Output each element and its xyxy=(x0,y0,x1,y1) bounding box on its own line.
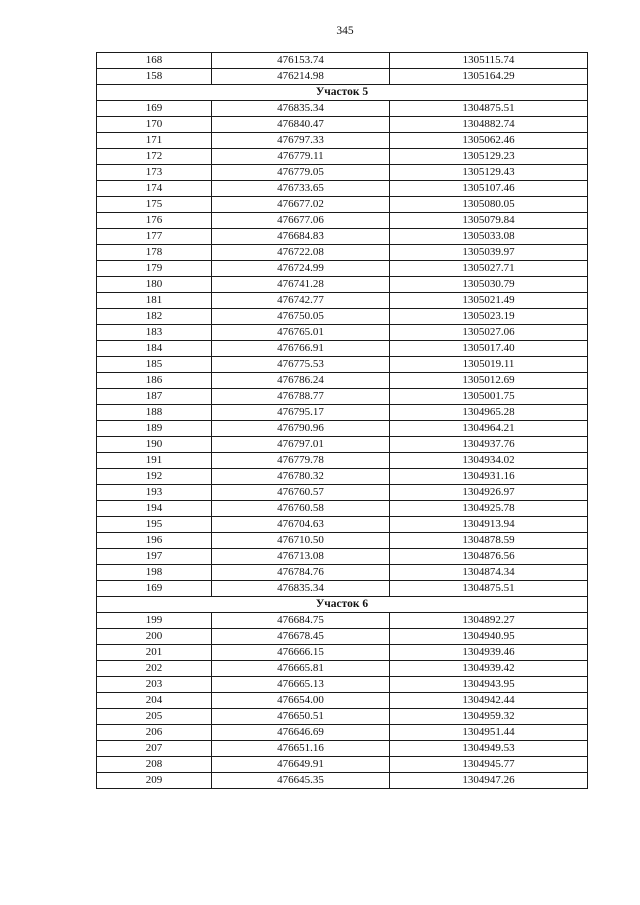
y-coordinate-cell: 1304939.42 xyxy=(390,661,588,677)
x-coordinate-cell: 476724.99 xyxy=(212,261,390,277)
y-coordinate-cell: 1304876.56 xyxy=(390,549,588,565)
point-number-cell: 188 xyxy=(97,405,212,421)
point-number-cell: 193 xyxy=(97,485,212,501)
table-row xyxy=(97,741,588,757)
x-coordinate-cell: 476797.33 xyxy=(212,133,390,149)
point-number-cell: 206 xyxy=(97,725,212,741)
x-coordinate-cell: 476650.51 xyxy=(212,709,390,725)
table-row xyxy=(97,181,588,197)
y-coordinate-cell: 1305039.97 xyxy=(390,245,588,261)
x-coordinate-cell: 476684.83 xyxy=(212,229,390,245)
y-coordinate-cell: 1305062.46 xyxy=(390,133,588,149)
y-coordinate-cell: 1305129.43 xyxy=(390,165,588,181)
table-row xyxy=(97,773,588,789)
x-coordinate-cell: 476788.77 xyxy=(212,389,390,405)
x-coordinate-cell: 476775.53 xyxy=(212,357,390,373)
x-coordinate-cell: 476779.78 xyxy=(212,453,390,469)
y-coordinate-cell: 1304892.27 xyxy=(390,613,588,629)
point-number-cell: 175 xyxy=(97,197,212,213)
y-coordinate-cell: 1305023.19 xyxy=(390,309,588,325)
x-coordinate-cell: 476665.13 xyxy=(212,677,390,693)
table-row xyxy=(97,645,588,661)
y-coordinate-cell: 1304951.44 xyxy=(390,725,588,741)
table-row xyxy=(97,133,588,149)
y-coordinate-cell: 1304878.59 xyxy=(390,533,588,549)
table-row xyxy=(97,661,588,677)
x-coordinate-cell: 476741.28 xyxy=(212,277,390,293)
y-coordinate-cell: 1304937.76 xyxy=(390,437,588,453)
y-coordinate-cell: 1304959.32 xyxy=(390,709,588,725)
table-row xyxy=(97,213,588,229)
section-title: Участок 6 xyxy=(97,597,588,613)
x-coordinate-cell: 476677.02 xyxy=(212,197,390,213)
point-number-cell: 207 xyxy=(97,741,212,757)
x-coordinate-cell: 476649.91 xyxy=(212,757,390,773)
point-number-cell: 199 xyxy=(97,613,212,629)
point-number-cell: 168 xyxy=(97,53,212,69)
y-coordinate-cell: 1305019.11 xyxy=(390,357,588,373)
table-row xyxy=(97,437,588,453)
table-row xyxy=(97,325,588,341)
y-coordinate-cell: 1304925.78 xyxy=(390,501,588,517)
table-row xyxy=(97,69,588,85)
y-coordinate-cell: 1304943.95 xyxy=(390,677,588,693)
x-coordinate-cell: 476710.50 xyxy=(212,533,390,549)
point-number-cell: 198 xyxy=(97,565,212,581)
table-row xyxy=(97,469,588,485)
coordinates-table xyxy=(96,52,588,789)
point-number-cell: 208 xyxy=(97,757,212,773)
section-title: Участок 5 xyxy=(97,85,588,101)
y-coordinate-cell: 1305129.23 xyxy=(390,149,588,165)
table-row xyxy=(97,149,588,165)
point-number-cell: 179 xyxy=(97,261,212,277)
table-row xyxy=(97,357,588,373)
point-number-cell: 184 xyxy=(97,341,212,357)
y-coordinate-cell: 1304875.51 xyxy=(390,581,588,597)
point-number-cell: 200 xyxy=(97,629,212,645)
point-number-cell: 169 xyxy=(97,581,212,597)
y-coordinate-cell: 1304931.16 xyxy=(390,469,588,485)
point-number-cell: 183 xyxy=(97,325,212,341)
table-row xyxy=(97,565,588,581)
point-number-cell: 202 xyxy=(97,661,212,677)
y-coordinate-cell: 1304942.44 xyxy=(390,693,588,709)
x-coordinate-cell: 476666.15 xyxy=(212,645,390,661)
x-coordinate-cell: 476713.08 xyxy=(212,549,390,565)
table-row xyxy=(97,389,588,405)
x-coordinate-cell: 476790.96 xyxy=(212,421,390,437)
table-row xyxy=(97,277,588,293)
page-number: 345 xyxy=(336,25,354,37)
x-coordinate-cell: 476766.91 xyxy=(212,341,390,357)
y-coordinate-cell: 1305027.71 xyxy=(390,261,588,277)
point-number-cell: 196 xyxy=(97,533,212,549)
y-coordinate-cell: 1304940.95 xyxy=(390,629,588,645)
y-coordinate-cell: 1304964.21 xyxy=(390,421,588,437)
point-number-cell: 203 xyxy=(97,677,212,693)
x-coordinate-cell: 476678.45 xyxy=(212,629,390,645)
y-coordinate-cell: 1305001.75 xyxy=(390,389,588,405)
table-row xyxy=(97,293,588,309)
point-number-cell: 176 xyxy=(97,213,212,229)
point-number-cell: 170 xyxy=(97,117,212,133)
point-number-cell: 191 xyxy=(97,453,212,469)
x-coordinate-cell: 476760.58 xyxy=(212,501,390,517)
x-coordinate-cell: 476684.75 xyxy=(212,613,390,629)
table-row xyxy=(97,261,588,277)
section-header-row xyxy=(97,85,588,101)
x-coordinate-cell: 476779.11 xyxy=(212,149,390,165)
y-coordinate-cell: 1305115.74 xyxy=(390,53,588,69)
x-coordinate-cell: 476840.47 xyxy=(212,117,390,133)
y-coordinate-cell: 1304965.28 xyxy=(390,405,588,421)
x-coordinate-cell: 476214.98 xyxy=(212,69,390,85)
table-row xyxy=(97,453,588,469)
table-row xyxy=(97,485,588,501)
table-row xyxy=(97,517,588,533)
table-row xyxy=(97,117,588,133)
point-number-cell: 158 xyxy=(97,69,212,85)
x-coordinate-cell: 476742.77 xyxy=(212,293,390,309)
table-row xyxy=(97,309,588,325)
x-coordinate-cell: 476677.06 xyxy=(212,213,390,229)
y-coordinate-cell: 1304945.77 xyxy=(390,757,588,773)
y-coordinate-cell: 1305017.40 xyxy=(390,341,588,357)
y-coordinate-cell: 1305030.79 xyxy=(390,277,588,293)
y-coordinate-cell: 1304875.51 xyxy=(390,101,588,117)
table-row xyxy=(97,53,588,69)
y-coordinate-cell: 1305164.29 xyxy=(390,69,588,85)
y-coordinate-cell: 1304949.53 xyxy=(390,741,588,757)
point-number-cell: 185 xyxy=(97,357,212,373)
x-coordinate-cell: 476750.05 xyxy=(212,309,390,325)
x-coordinate-cell: 476779.05 xyxy=(212,165,390,181)
table-row xyxy=(97,581,588,597)
table-row xyxy=(97,245,588,261)
point-number-cell: 178 xyxy=(97,245,212,261)
point-number-cell: 205 xyxy=(97,709,212,725)
x-coordinate-cell: 476795.17 xyxy=(212,405,390,421)
y-coordinate-cell: 1305012.69 xyxy=(390,373,588,389)
x-coordinate-cell: 476704.63 xyxy=(212,517,390,533)
point-number-cell: 174 xyxy=(97,181,212,197)
table-row xyxy=(97,549,588,565)
y-coordinate-cell: 1305107.46 xyxy=(390,181,588,197)
coordinates-table-body xyxy=(97,53,588,789)
point-number-cell: 195 xyxy=(97,517,212,533)
x-coordinate-cell: 476733.65 xyxy=(212,181,390,197)
y-coordinate-cell: 1305079.84 xyxy=(390,213,588,229)
x-coordinate-cell: 476835.34 xyxy=(212,581,390,597)
point-number-cell: 192 xyxy=(97,469,212,485)
point-number-cell: 187 xyxy=(97,389,212,405)
y-coordinate-cell: 1304882.74 xyxy=(390,117,588,133)
y-coordinate-cell: 1304913.94 xyxy=(390,517,588,533)
y-coordinate-cell: 1304939.46 xyxy=(390,645,588,661)
table-row xyxy=(97,405,588,421)
x-coordinate-cell: 476651.16 xyxy=(212,741,390,757)
table-row xyxy=(97,341,588,357)
table-row xyxy=(97,197,588,213)
table-row xyxy=(97,709,588,725)
table-row xyxy=(97,693,588,709)
table-row xyxy=(97,229,588,245)
x-coordinate-cell: 476654.00 xyxy=(212,693,390,709)
point-number-cell: 173 xyxy=(97,165,212,181)
point-number-cell: 181 xyxy=(97,293,212,309)
point-number-cell: 186 xyxy=(97,373,212,389)
table-row xyxy=(97,373,588,389)
y-coordinate-cell: 1304926.97 xyxy=(390,485,588,501)
x-coordinate-cell: 476722.08 xyxy=(212,245,390,261)
table-row xyxy=(97,501,588,517)
x-coordinate-cell: 476765.01 xyxy=(212,325,390,341)
point-number-cell: 197 xyxy=(97,549,212,565)
point-number-cell: 182 xyxy=(97,309,212,325)
x-coordinate-cell: 476760.57 xyxy=(212,485,390,501)
point-number-cell: 189 xyxy=(97,421,212,437)
y-coordinate-cell: 1304874.34 xyxy=(390,565,588,581)
table-row xyxy=(97,421,588,437)
x-coordinate-cell: 476153.74 xyxy=(212,53,390,69)
point-number-cell: 201 xyxy=(97,645,212,661)
table-row xyxy=(97,165,588,181)
table-row xyxy=(97,725,588,741)
y-coordinate-cell: 1304947.26 xyxy=(390,773,588,789)
x-coordinate-cell: 476780.32 xyxy=(212,469,390,485)
table-row xyxy=(97,757,588,773)
x-coordinate-cell: 476786.24 xyxy=(212,373,390,389)
point-number-cell: 194 xyxy=(97,501,212,517)
x-coordinate-cell: 476645.35 xyxy=(212,773,390,789)
y-coordinate-cell: 1305033.08 xyxy=(390,229,588,245)
point-number-cell: 177 xyxy=(97,229,212,245)
y-coordinate-cell: 1304934.02 xyxy=(390,453,588,469)
x-coordinate-cell: 476797.01 xyxy=(212,437,390,453)
x-coordinate-cell: 476784.76 xyxy=(212,565,390,581)
point-number-cell: 169 xyxy=(97,101,212,117)
table-row xyxy=(97,533,588,549)
y-coordinate-cell: 1305021.49 xyxy=(390,293,588,309)
point-number-cell: 204 xyxy=(97,693,212,709)
table-row xyxy=(97,629,588,645)
y-coordinate-cell: 1305080.05 xyxy=(390,197,588,213)
table-row xyxy=(97,677,588,693)
point-number-cell: 209 xyxy=(97,773,212,789)
x-coordinate-cell: 476835.34 xyxy=(212,101,390,117)
point-number-cell: 172 xyxy=(97,149,212,165)
table-row xyxy=(97,101,588,117)
table-row xyxy=(97,613,588,629)
point-number-cell: 190 xyxy=(97,437,212,453)
section-header-row xyxy=(97,597,588,613)
point-number-cell: 171 xyxy=(97,133,212,149)
y-coordinate-cell: 1305027.06 xyxy=(390,325,588,341)
x-coordinate-cell: 476665.81 xyxy=(212,661,390,677)
x-coordinate-cell: 476646.69 xyxy=(212,725,390,741)
point-number-cell: 180 xyxy=(97,277,212,293)
